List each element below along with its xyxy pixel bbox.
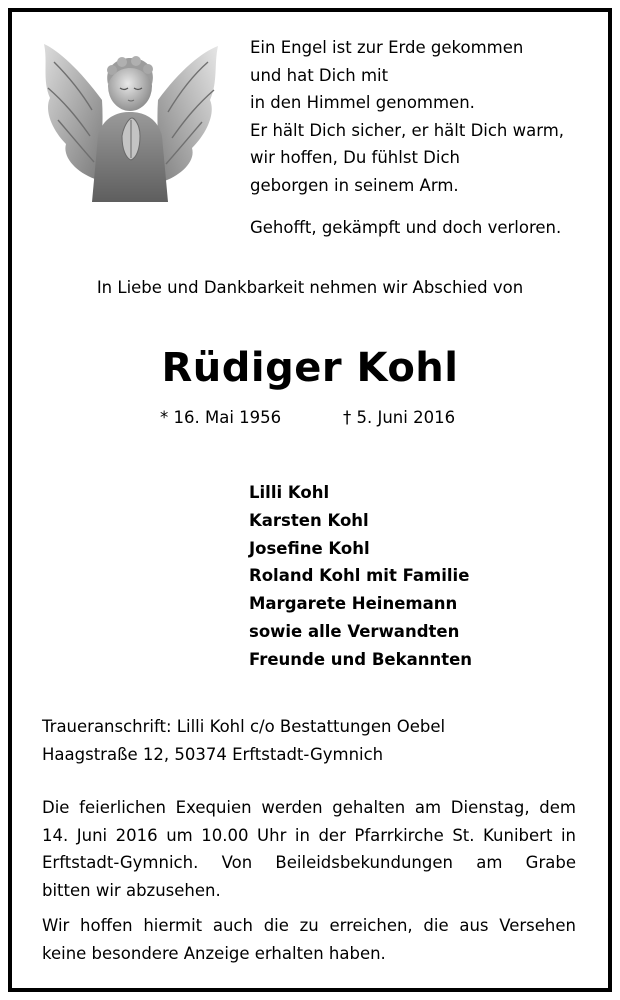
motto: Gehofft, gekämpft und doch verloren. <box>250 218 562 237</box>
poem-line: geborgen in seinem Arm. <box>250 175 459 195</box>
poem-line: in den Himmel genommen. <box>250 93 475 112</box>
closing-line: Wir hoffen hiermit auch die zu erreichen, die aus Versehen <box>42 916 576 935</box>
mourner: Josefine Kohl <box>249 538 370 558</box>
intro-text: In Liebe und Dankbarkeit nehmen wir Abschied von <box>96 278 524 297</box>
address-line: Haagstraße 12, 50374 Erftstadt-Gymnich <box>42 745 384 764</box>
mourner: Margarete Heinemann <box>249 594 458 614</box>
funeral-line: Die feierlichen Exequien werden gehalten am Dienstag, dem <box>42 798 576 817</box>
poem-line: und hat Dich mit <box>250 65 389 85</box>
closing-note <box>42 912 576 967</box>
poem-line: wir hoffen, Du fühlst Dich <box>250 148 460 167</box>
funeral-line: 14. Juni 2016 um 10.00 Uhr in der Pfarrkirche St. Kunibert in <box>42 825 576 845</box>
deceased-name: Rüdiger Kohl <box>161 345 459 391</box>
mourner: Lilli Kohl <box>249 483 330 502</box>
mourner: sowie alle Verwandten <box>249 621 460 641</box>
poem <box>250 34 564 199</box>
mourners-list <box>249 479 472 674</box>
mourner: Karsten Kohl <box>249 510 369 530</box>
funeral-details <box>42 794 576 904</box>
funeral-line: bitten wir abzusehen. <box>42 880 221 900</box>
mourning-address <box>42 713 445 769</box>
funeral-line: Erftstadt-Gymnich. Von Beileidsbekundungen am Grabe <box>42 853 576 872</box>
birth-date: * 16. Mai 1956 <box>160 408 282 427</box>
mourner: Roland Kohl mit Familie <box>249 566 470 586</box>
death-date: † 5. Juni 2016 <box>343 408 456 427</box>
closing-line: keine besondere Anzeige erhalten haben. <box>42 943 386 963</box>
praying-angel-image <box>40 40 220 202</box>
poem-line: Er hält Dich sicher, er hält Dich warm, <box>250 120 565 140</box>
poem-line: Ein Engel ist zur Erde gekommen <box>250 38 524 57</box>
address-line: Traueranschrift: Lilli Kohl c/o Bestattungen Oebel <box>42 717 446 736</box>
mourner: Freunde und Bekannten <box>249 649 473 669</box>
